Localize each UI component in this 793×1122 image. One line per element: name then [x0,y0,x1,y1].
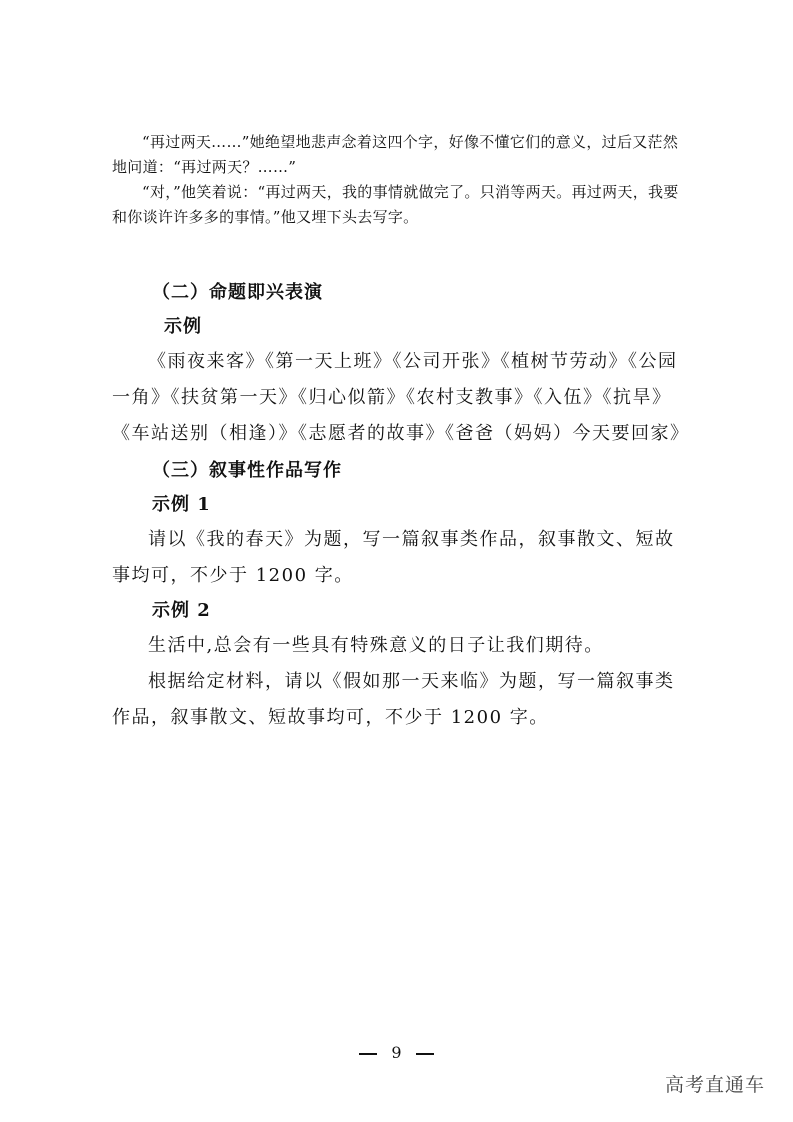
page-number [0,1042,793,1064]
example-1-text: 请以《我的春天》为题，写一篇叙事类作品，叙事散文、短故事均可，不少于 1200 字。 [112,529,675,586]
example-1-label: 示例 1 [152,494,211,515]
example-label: 示例 [164,316,202,337]
page-number-value: 9 [391,1043,402,1062]
titles-line-2: 一角》《扶贫第一天》《归心似箭》《农村支教事》《入伍》《抗旱》 [112,387,672,408]
example-2-text-1: 生活中,总会有一些具有特殊意义的日子让我们期待。 [148,635,604,656]
example-2-label: 示例 2 [152,600,211,621]
quote-excerpt [112,130,687,230]
section-heading: （三）叙事性作品写作 [152,460,342,481]
quote-paragraph-2: “对，”他笑着说：“再过两天，我的事情就做完了。只消等两天。再过两天，我要和你谈许许多多的事情。”他又埋下头去写字。 [112,183,679,226]
dash-right [416,1053,434,1055]
quote-paragraph-1: “再过两天……”她绝望地悲声念着这四个字，好像不懂它们的意义，过后又茫然地问道：“再过两天？……” [112,133,679,176]
section-heading: （二）命题即兴表演 [152,282,323,303]
watermark: 高考直通车 [664,1074,765,1096]
example-2-text-2: 根据给定材料，请以《假如那一天来临》为题，写一篇叙事类作品，叙事散文、短故事均可，不少于 1200 字。 [112,671,675,728]
titles-line-3: 《车站送别（相逢）》《志愿者的故事》《爸爸（妈妈）今天要回家》 [112,423,690,444]
section-narrative-writing [112,456,692,736]
titles-line-1: 《雨夜来客》《第一天上班》《公司开张》《植树节劳动》《公园 [148,351,678,372]
section-improv-performance [112,278,692,452]
dash-left [359,1053,377,1055]
